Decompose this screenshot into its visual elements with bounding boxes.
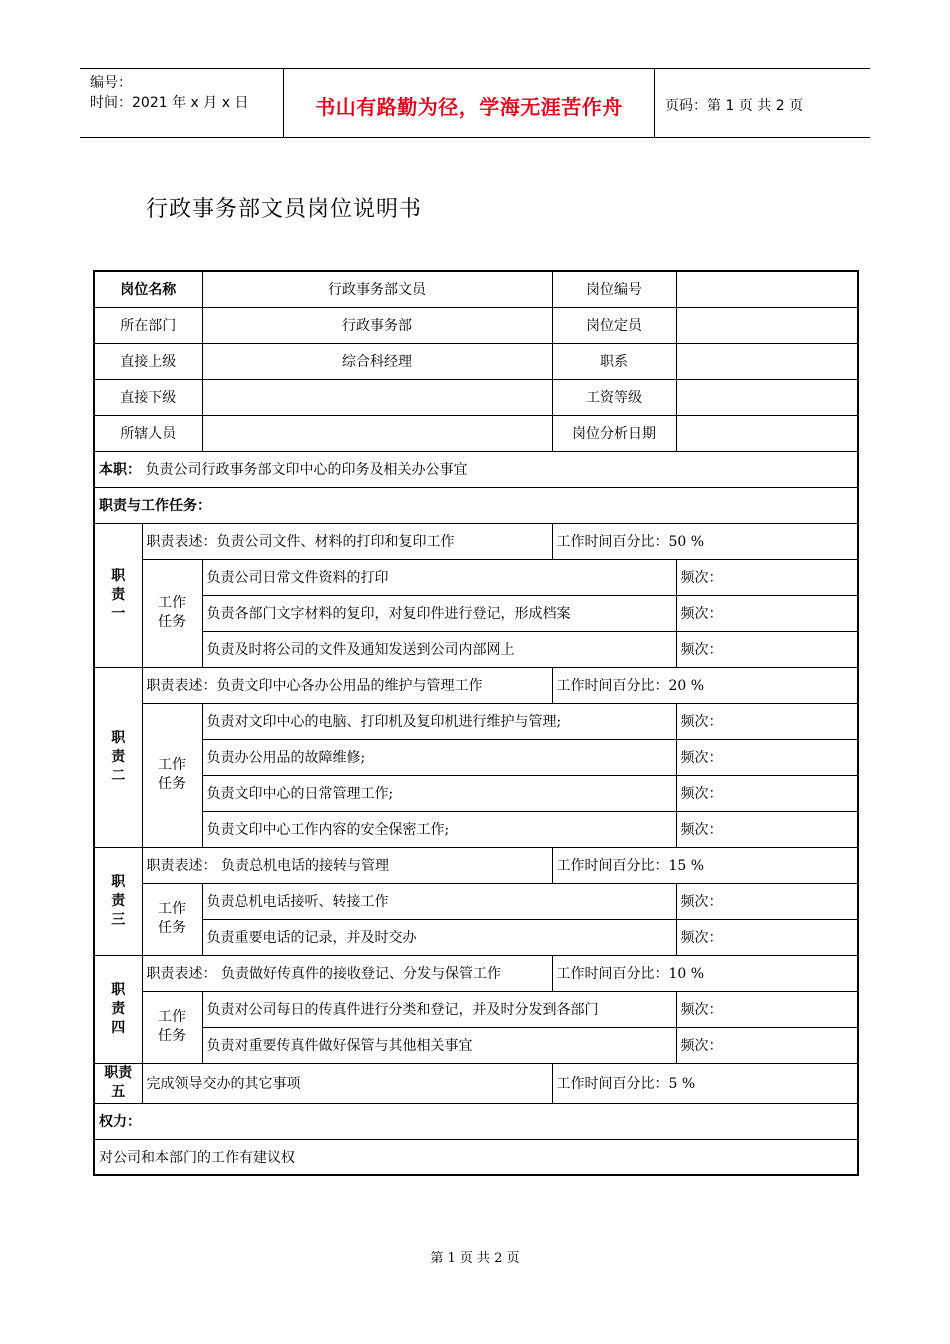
duty-name [94, 667, 142, 847]
task-frequency: 频次： [676, 883, 858, 919]
task-text: 负责总机电话接听、转接工作 [202, 883, 676, 919]
field-label: 所辖人员 [94, 415, 202, 451]
duty-summary [94, 451, 858, 487]
info-row [94, 343, 858, 379]
duty-name-text: 职 责 二 [111, 729, 126, 784]
authority-heading: 权力： [94, 1103, 858, 1139]
field-label: 岗位分析日期 [552, 415, 676, 451]
field-value [676, 379, 858, 415]
task-label: 工作 任务 [142, 883, 202, 955]
duty-name [94, 847, 142, 955]
duty-row [94, 847, 858, 883]
field-label: 直接上级 [94, 343, 202, 379]
duty-summary-label: 本职： [99, 462, 141, 478]
field-value: 行政事务部文员 [202, 271, 552, 307]
task-row [94, 919, 858, 955]
field-label: 岗位定员 [552, 307, 676, 343]
task-text: 负责文印中心工作内容的安全保密工作; [202, 811, 676, 847]
task-frequency: 频次： [676, 631, 858, 667]
task-text: 负责各部门文字材料的复印，对复印件进行登记，形成档案 [202, 595, 676, 631]
responsibilities-heading: 职责与工作任务： [94, 487, 858, 523]
task-text: 负责公司日常文件资料的打印 [202, 559, 676, 595]
task-frequency: 频次： [676, 595, 858, 631]
duty-row [94, 1063, 858, 1103]
task-row [94, 631, 858, 667]
task-frequency: 频次： [676, 739, 858, 775]
field-value [676, 343, 858, 379]
duty-description: 职责表述： 负责做好传真件的接收登记、分发与保管工作 [142, 955, 552, 991]
info-row [94, 379, 858, 415]
header-motto: 书山有路勤为径，学海无涯苦作舟 [315, 95, 623, 119]
task-row [94, 883, 858, 919]
page-footer: 第 1 页 共 2 页 [430, 1251, 520, 1266]
task-frequency: 频次： [676, 703, 858, 739]
authority-text: 对公司和本部门的工作有建议权 [94, 1139, 858, 1175]
duty-name [94, 1063, 142, 1103]
duty-name [94, 955, 142, 1063]
field-value: 综合科经理 [202, 343, 552, 379]
duty-name-text: 职 责 三 [111, 873, 126, 928]
task-frequency: 频次： [676, 919, 858, 955]
field-value [202, 379, 552, 415]
info-row [94, 307, 858, 343]
job-description-table [93, 270, 859, 1176]
duty-name-text: 职 责 四 [111, 981, 126, 1036]
task-label: 工作 任务 [142, 559, 202, 667]
task-frequency: 频次： [676, 559, 858, 595]
header-divider [654, 69, 655, 137]
task-row [94, 775, 858, 811]
task-text: 负责对文印中心的电脑、打印机及复印机进行维护与管理; [202, 703, 676, 739]
duty-summary-text: 负责公司行政事务部文印中心的印务及相关办公事宜 [145, 462, 468, 478]
duty-time-percent: 工作时间百分比：10 % [552, 955, 858, 991]
document-title: 行政事务部文员岗位说明书 [146, 197, 423, 222]
field-label: 直接下级 [94, 379, 202, 415]
duty-time-percent: 工作时间百分比：20 % [552, 667, 858, 703]
field-label: 所在部门 [94, 307, 202, 343]
section-heading-row [94, 487, 858, 523]
duty-description: 职责表述： 负责总机电话的接转与管理 [142, 847, 552, 883]
task-row [94, 703, 858, 739]
task-row [94, 739, 858, 775]
task-text: 负责重要电话的记录，并及时交办 [202, 919, 676, 955]
duty-description: 职责表述：负责文印中心各办公用品的维护与管理工作 [142, 667, 552, 703]
task-frequency: 频次： [676, 1027, 858, 1063]
document-date: 时间：2021 年 x 月 x 日 [90, 95, 249, 111]
duty-time-percent: 工作时间百分比：5 % [552, 1063, 858, 1103]
duty-row [94, 955, 858, 991]
task-frequency: 频次： [676, 775, 858, 811]
task-text: 负责办公用品的故障维修; [202, 739, 676, 775]
task-label: 工作 任务 [142, 991, 202, 1063]
field-label: 岗位名称 [94, 271, 202, 307]
task-row [94, 811, 858, 847]
task-frequency: 频次： [676, 811, 858, 847]
duty-row [94, 523, 858, 559]
page-header [80, 68, 870, 138]
duty-name-text: 职责 五 [104, 1065, 133, 1100]
section-heading-row [94, 1103, 858, 1139]
duty-name-text: 职 责 一 [111, 567, 126, 622]
duty-row [94, 667, 858, 703]
task-row [94, 559, 858, 595]
task-label: 工作 任务 [142, 703, 202, 847]
header-page-number: 页码：第 1 页 共 2 页 [665, 98, 804, 114]
field-value [202, 415, 552, 451]
header-divider [283, 69, 284, 137]
document-number: 编号： [90, 75, 132, 91]
task-text: 负责对公司每日的传真件进行分类和登记，并及时分发到各部门 [202, 991, 676, 1027]
authority-row [94, 1139, 858, 1175]
field-value [676, 415, 858, 451]
duty-time-percent: 工作时间百分比：15 % [552, 847, 858, 883]
field-value [676, 307, 858, 343]
duty-summary-row [94, 451, 858, 487]
task-frequency: 频次： [676, 991, 858, 1027]
info-row [94, 271, 858, 307]
task-text: 负责文印中心的日常管理工作; [202, 775, 676, 811]
duty-name [94, 523, 142, 667]
task-row [94, 595, 858, 631]
field-label: 工资等级 [552, 379, 676, 415]
duty-description: 职责表述：负责公司文件、材料的打印和复印工作 [142, 523, 552, 559]
field-value [676, 271, 858, 307]
header-meta [90, 73, 248, 113]
task-text: 负责对重要传真件做好保管与其他相关事宜 [202, 1027, 676, 1063]
field-value: 行政事务部 [202, 307, 552, 343]
info-row [94, 415, 858, 451]
field-label: 职系 [552, 343, 676, 379]
field-label: 岗位编号 [552, 271, 676, 307]
duty-time-percent: 工作时间百分比：50 % [552, 523, 858, 559]
task-row [94, 1027, 858, 1063]
task-row [94, 991, 858, 1027]
task-text: 负责及时将公司的文件及通知发送到公司内部网上 [202, 631, 676, 667]
duty-description: 完成领导交办的其它事项 [142, 1063, 552, 1103]
